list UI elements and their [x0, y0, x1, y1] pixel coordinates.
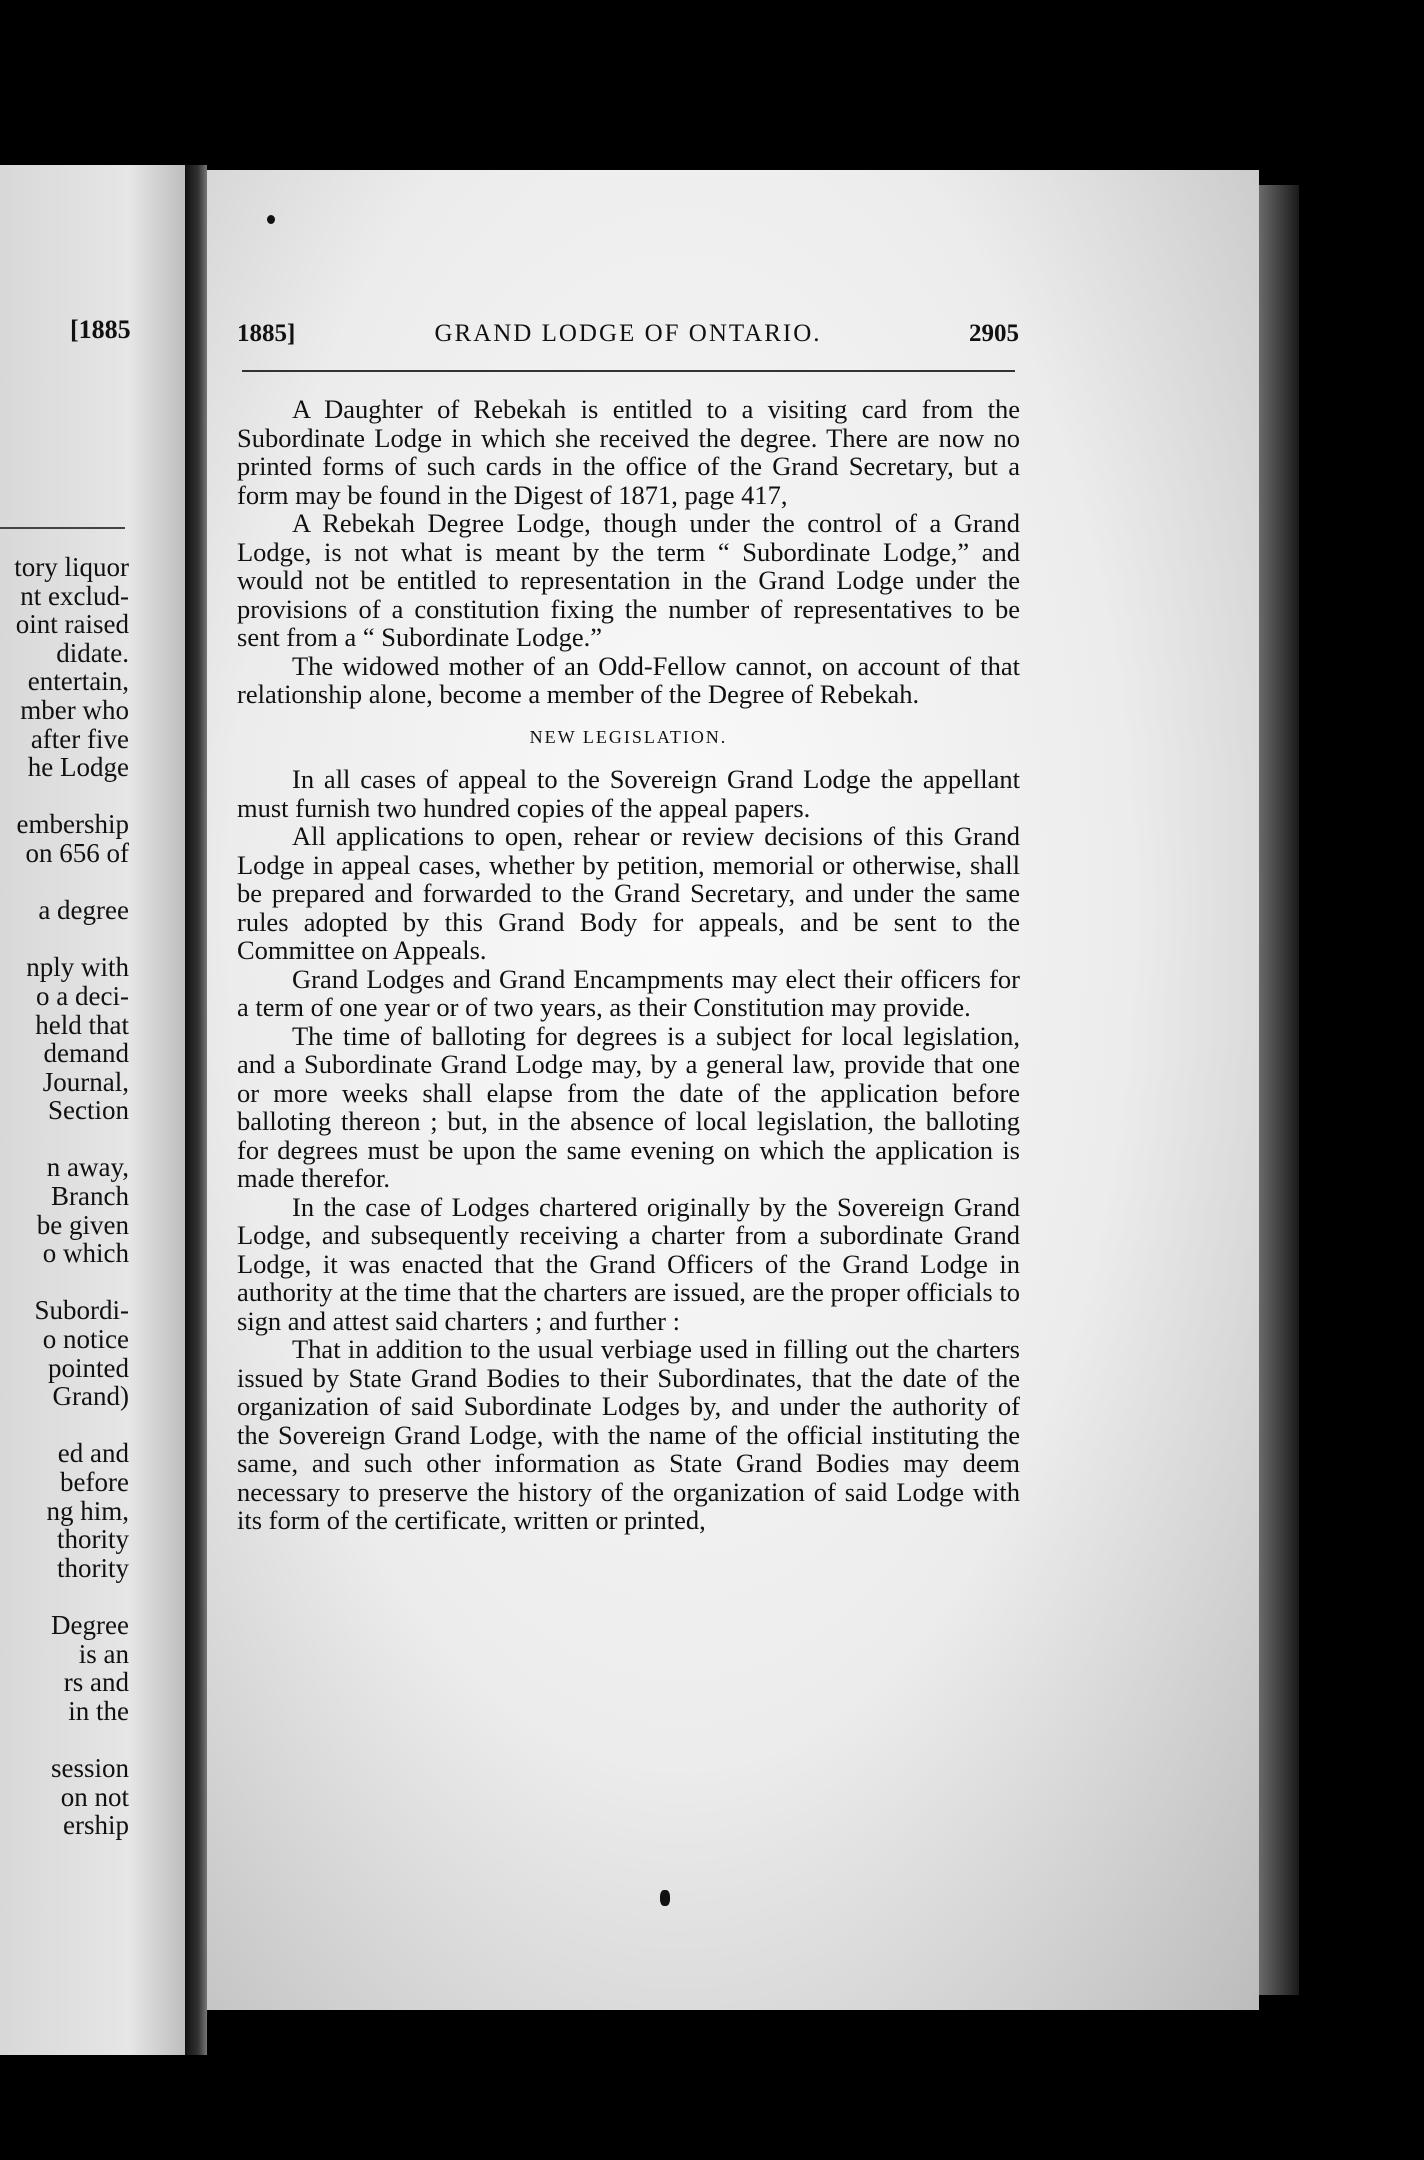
left-page-line: o a deci- [36, 980, 129, 1011]
left-page-line: pointed [48, 1352, 129, 1383]
section-heading: NEW LEGISLATION. [529, 726, 728, 747]
header-rule [242, 370, 1015, 372]
left-page-line: a degree [38, 895, 129, 926]
left-page-line: thority [57, 1524, 129, 1555]
paragraph: The time of balloting for degrees is a subject for local legislation, and a Subordinate Grand Lodge may, by a general law, provide that one or more weeks shall elapse from the date of the application before balloting thereon ; but, in the absence of local legislation, the balloting for degrees must be upon the same evening on which the application is made therefor. [237, 1020, 1020, 1193]
left-page-line [0, 1125, 129, 1154]
left-page-line [0, 782, 129, 811]
left-page-line: before [60, 1467, 129, 1497]
left-page-line: oint raised [15, 609, 129, 640]
paragraph: A Rebekah Degree Lodge, though under the control of a Grand Lodge, is not what is meant by the term “ Subordinate Lodge,” and would not be entitled to representation in the Grand Lodge under the provisions of a constitution fixing the number of representatives to be sent from a “ Subordinate Lodge.” [237, 508, 1020, 652]
left-page-line: in the [68, 1695, 129, 1726]
running-header [237, 320, 1019, 360]
left-page-line: Degree [51, 1609, 129, 1640]
paragraph: The widowed mother of an Odd-Fellow cannot, on account of that relationship alone, become a member of the Degree of Rebekah. [237, 650, 1020, 709]
left-page-line: didate. [56, 637, 129, 668]
left-page-line: after five [30, 723, 129, 754]
left-page-rule [0, 527, 125, 529]
ink-speck [267, 215, 275, 224]
left-page-line: demand [43, 1038, 129, 1069]
left-page-line: n away, [46, 1152, 129, 1183]
header-title: GRAND LODGE OF ONTARIO. [434, 320, 822, 347]
left-page-line: nply with [26, 952, 129, 983]
paragraph: A Daughter of Rebekah is entitled to a visiting card from the Subordinate Lodge in which she received the degree. There are now no printed forms of such cards in the office of the Grand Secretary, but a form may be found in the Digest of 1871, page 417, [237, 394, 1020, 510]
paragraph: That in addition to the usual verbiage used in filling out the charters issued by State Grand Bodies to their Subordinates, that the date of the organization of said Subordinate Lodges by, and under the authority of the Sovereign Grand Lodge, with the name of the official instituting the same, and such other information as State Grand Bodies may deem necessary to preserve the history of the organization of said Lodge with its form of the certificate, written or printed, [237, 1334, 1020, 1535]
left-page-line: Branch [51, 1181, 129, 1212]
left-page-line: ng him, [46, 1495, 129, 1526]
left-page-line: is an [78, 1638, 129, 1669]
left-page-line: entertain, [27, 666, 129, 697]
left-page-line: on not [60, 1781, 129, 1812]
left-page-line: o notice [42, 1324, 129, 1355]
left-page-line: ed and [57, 1438, 129, 1469]
left-page-line: o which [42, 1238, 129, 1269]
facing-page-left [0, 165, 185, 2055]
left-page-line [0, 1268, 129, 1297]
left-page-line: on 656 of [25, 837, 129, 868]
left-page-line: mber who [20, 694, 129, 725]
left-page-line: embership [16, 809, 129, 840]
left-page-line [0, 1582, 129, 1611]
page-edge-right [1259, 185, 1299, 1995]
left-page-line [0, 868, 129, 897]
left-page-line [0, 1725, 129, 1754]
left-page-line [0, 925, 129, 954]
header-year: 1885] [237, 320, 296, 347]
left-page-line: ership [63, 1810, 129, 1841]
left-page-line: held that [35, 1009, 129, 1040]
left-page-line: he Lodge [27, 752, 129, 783]
left-page-line: thority [57, 1552, 129, 1583]
paragraph: All applications to open, rehear or review decisions of this Grand Lodge in appeal cases, whether by petition, memorial or otherwise, shall be prepared and forwarded to the Grand Secretary, and under the same rules adopted by this Grand Body for appeals, and be sent to the Committee on Appeals. [237, 821, 1020, 965]
left-page-line: Section [48, 1095, 129, 1126]
left-page-header: [1885 [70, 315, 131, 344]
paragraph: In the case of Lodges chartered originally by the Sovereign Grand Lodge, and subsequently receiving a charter from a subordinate Grand Lodge, it was enacted that the Grand Officers of the Grand Lodge in authority at the time that the charters are issued, are the proper officials to sign and attest said charters ; and further : [237, 1191, 1020, 1336]
header-page-number: 2905 [969, 320, 1019, 347]
left-page-line: Subordi- [34, 1295, 129, 1326]
left-page-line: nt exclud- [20, 580, 129, 611]
body-text [237, 395, 1020, 1535]
left-page-line: tory liquor [14, 552, 129, 582]
book-gutter [185, 165, 207, 2055]
left-page-line [0, 1411, 129, 1440]
left-page-line: be given [36, 1209, 129, 1240]
ink-speck [660, 1890, 670, 1906]
paragraph: In all cases of appeal to the Sovereign Grand Lodge the appellant must furnish two hundred copies of the appeal papers. [237, 764, 1020, 823]
left-page-line: rs and [63, 1667, 129, 1698]
left-page-line: Journal, [42, 1066, 129, 1097]
left-page-line: Grand) [52, 1381, 129, 1412]
main-page [207, 170, 1259, 2010]
paragraph: Grand Lodges and Grand Encampments may elect their officers for a term of one year or of two years, as their Constitution may provide. [237, 963, 1020, 1022]
left-page-line: session [50, 1752, 129, 1783]
left-page-text-column [0, 553, 129, 1840]
